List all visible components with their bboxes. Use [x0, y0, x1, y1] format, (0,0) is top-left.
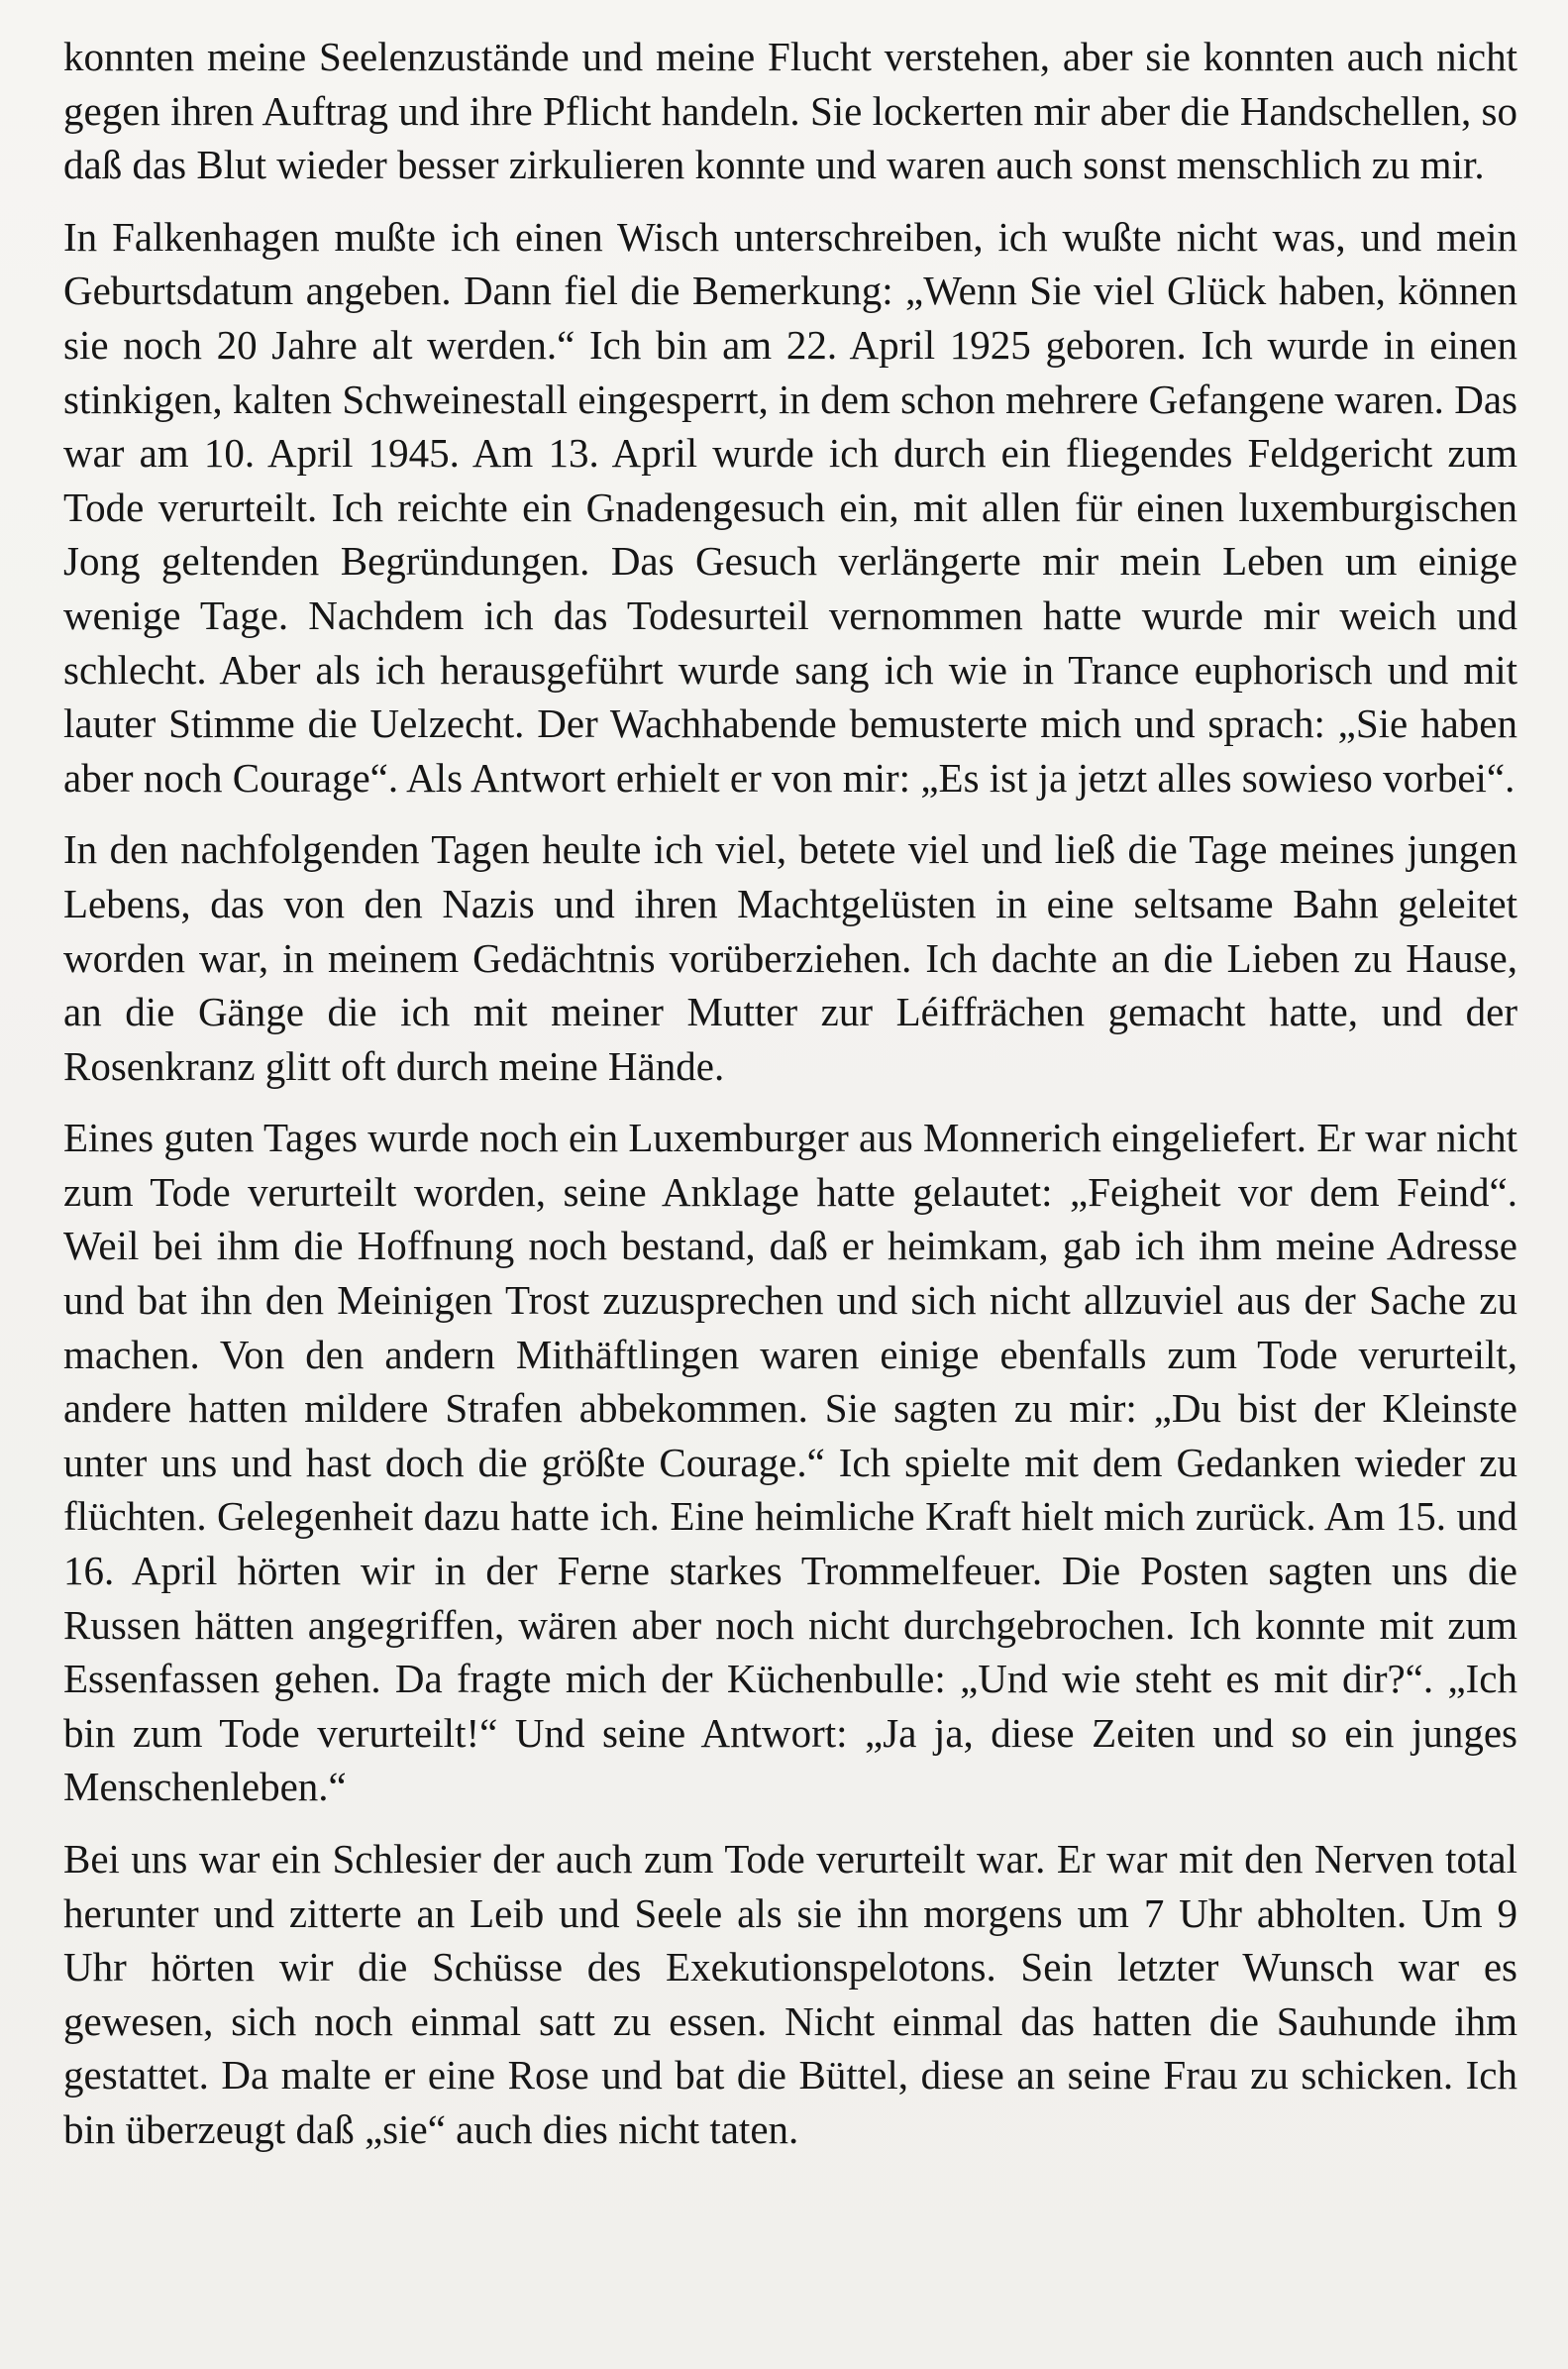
paragraph-4: Eines guten Tages wurde noch ein Luxemburger aus Monnerich eingeliefert. Er war nicht zum Tode verurteilt worden, seine Anklage hatte gelautet: „Feigheit vor dem Feind“. Weil bei ihm die Hoffnung noch bestand, daß er heimkam, gab ich ihm meine Adresse und bat ihn den Meinigen Trost zuzusprechen und sich nicht allzuviel aus der Sache zu machen. Von den andern Mithäftlingen waren einige ebenfalls zum Tode verurteilt, andere hatten mildere Strafen abbekommen. Sie sagten zu mir: „Du bist der Kleinste unter uns und hast doch die größte Courage.“ Ich spielte mit dem Gedanken wieder zu flüchten. Gelegenheit dazu hatte ich. Eine heimliche Kraft hielt mich zurück. Am 15. und 16. April hörten wir in der Ferne starkes Trommelfeuer. Die Posten sagten uns die Russen hätten angegriffen, wären aber noch nicht durchgebrochen. Ich konnte mit zum Essenfassen gehen. Da fragte mich der Küchenbulle: „Und wie steht es mit dir?“. „Ich bin zum Tode verurteilt!“ Und seine Antwort: „Ja ja, diese Zeiten und so ein junges Menschenleben.“: [63, 1115, 1517, 1810]
paragraph-5: Bei uns war ein Schlesier der auch zum Tode verurteilt war. Er war mit den Nerven total herunter und zitterte an Leib und Seele als sie ihn morgens um 7 Uhr abholten. Um 9 Uhr hörten wir die Schüsse des Exekutionspelotons. Sein letzter Wunsch war es gewesen, sich noch einmal satt zu essen. Nicht einmal das hatten die Sauhunde ihm gestattet. Da malte er eine Rose und bat die Büttel, diese an seine Frau zu schicken. Ich bin überzeugt daß „sie“ auch dies nicht taten.: [63, 1836, 1517, 2152]
body-text: [63, 30, 1517, 2157]
paragraph-2: In Falkenhagen mußte ich einen Wisch unterschreiben, ich wußte nicht was, und mein Geburtsdatum angeben. Dann fiel die Bemerkung: „Wenn Sie viel Glück haben, können sie noch 20 Jahre alt werden.“ Ich bin am 22. April 1925 geboren. Ich wurde in einen stinkigen, kalten Schweinestall eingesperrt, in dem schon mehrere Gefangene waren. Das war am 10. April 1945. Am 13. April wurde ich durch ein fliegendes Feldgericht zum Tode verurteilt. Ich reichte ein Gnadengesuch ein, mit allen für einen luxemburgischen Jong geltenden Begründungen. Das Gesuch verlängerte mir mein Leben um einige wenige Tage. Nachdem ich das Todesurteil vernommen hatte wurde mir weich und schlecht. Aber als ich herausgeführt wurde sang ich wie in Trance euphorisch und mit lauter Stimme die Uelzecht. Der Wachhabende bemusterte mich und sprach: „Sie haben aber noch Courage“. Als Antwort erhielt er von mir: „Es ist ja jetzt alles sowieso vorbei“.: [63, 213, 1517, 801]
paragraph-1: konnten meine Seelenzustände und meine Flucht verstehen, aber sie konnten auch nicht gegen ihren Auftrag und ihre Pflicht handeln. Sie lockerten mir aber die Handschellen, so daß das Blut wieder besser zirkulieren konnte und waren auch sonst menschlich zu mir.: [63, 34, 1517, 188]
paragraph-3: In den nachfolgenden Tagen heulte ich viel, betete viel und ließ die Tage meines jungen Lebens, das von den Nazis und ihren Machtgelüsten in eine seltsame Bahn geleitet worden war, in meinem Gedächtnis vorüberziehen. Ich dachte an die Lieben zu Hause, an die Gänge die ich mit meiner Mutter zur Léiffrächen gemacht hatte, und der Rosenkranz glitt oft durch meine Hände.: [63, 826, 1517, 1089]
